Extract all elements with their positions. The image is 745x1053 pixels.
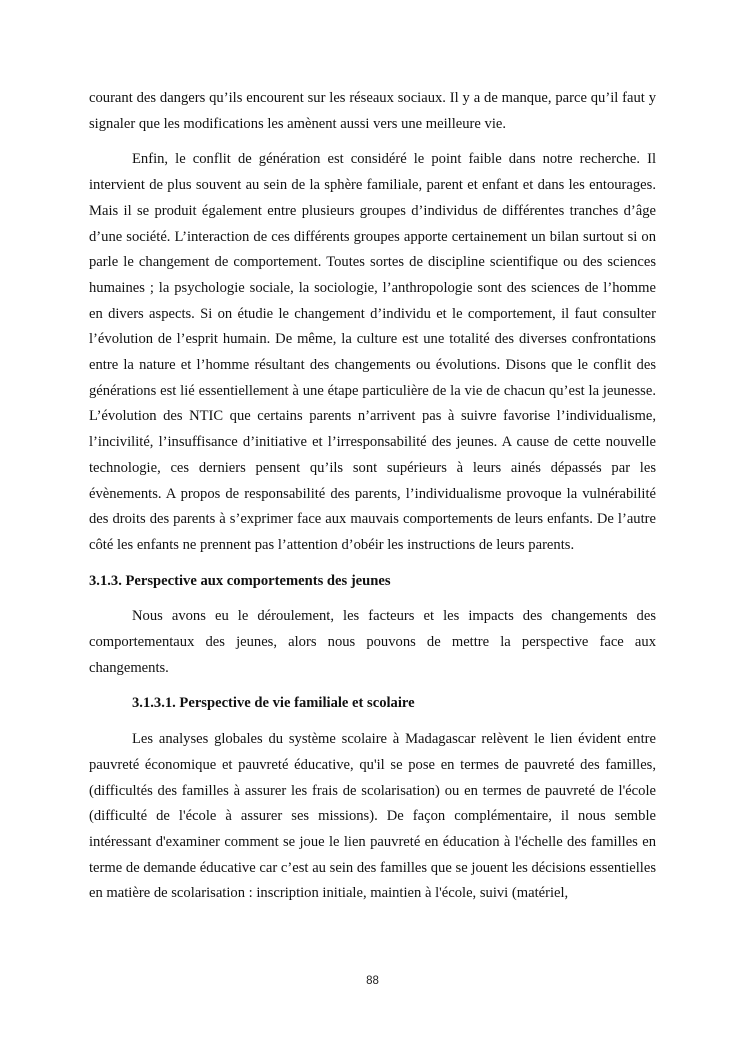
body-paragraph: courant des dangers qu’ils encourent sur les réseaux sociaux. Il y a de manque, parce qu’il faut y signaler que les modifications les amènent aussi vers une meilleure vie.	[89, 90, 656, 132]
document-page	[89, 86, 656, 907]
page-number: 88	[366, 975, 379, 987]
body-paragraph: Nous avons eu le déroulement, les facteurs et les impacts des changements des comportementaux des jeunes, alors nous pouvons de mettre la perspective face aux changements.	[89, 608, 656, 676]
body-paragraph: Les analyses globales du système scolaire à Madagascar relèvent le lien évident entre pauvreté économique et pauvreté éducative, qu'il se pose en termes de pauvreté des familles, (difficultés des familles à assurer les frais de scolarisation) ou en termes de pauvreté de l'école (difficulté de l'école à assurer ses missions). De façon complémentaire, il nous semble intéressant d'examiner comment se joue le lien pauvreté en éducation à l'échelle des familles en terme de demande éducative car c’est au sein des familles que se jouent les décisions essentielles en matière de scolarisation : inscription initiale, maintien à l'école, suivi (matériel,	[89, 731, 656, 902]
section-heading: 3.1.3. Perspective aux comportements des jeunes	[89, 572, 391, 589]
subsection-heading: 3.1.3.1. Perspective de vie familiale et scolaire	[132, 695, 415, 712]
body-paragraph: Enfin, le conflit de génération est considéré le point faible dans notre recherche. Il intervient de plus souvent au sein de la sphère familiale, parent et enfant et dans les entourages. Mais il se produit également entre plusieurs groupes d’individus de différentes tranches d’âge d’une société. L’interaction de ces différents groupes apporte certainement un bilan surtout si on parle le changement de comportement. Toutes sortes de discipline scientifique ou des sciences humaines ; la psychologie sociale, la sociologie, l’anthropologie sont des sciences de l’homme en divers aspects. Si on étudie le changement d’individu et le comportement, il faut consulter l’évolution de l’esprit humain. De même, la culture est une totalité des diverses confrontations entre la nature et l’homme résultant des changements ou évolutions. Disons que le conflit des générations est lié essentiellement à une étape particulière de la vie de chacun qu’est la jeunesse. L’évolution des NTIC que certains parents n’arrivent pas à suivre favorise l’individualisme, l’incivilité, l’insuffisance d’initiative et l’irresponsabilité des jeunes. A cause de cette nouvelle technologie, ces derniers pensent qu’ils sont supérieurs à leurs ainés dépassés par les évènements. A propos de responsabilité des parents, l’individualisme provoque la vulnérabilité des droits des parents à s’exprimer face aux mauvais comportements de leurs enfants. De l’autre côté les enfants ne prennent pas l’attention d’obéir les instructions de leurs parents.	[89, 151, 656, 553]
